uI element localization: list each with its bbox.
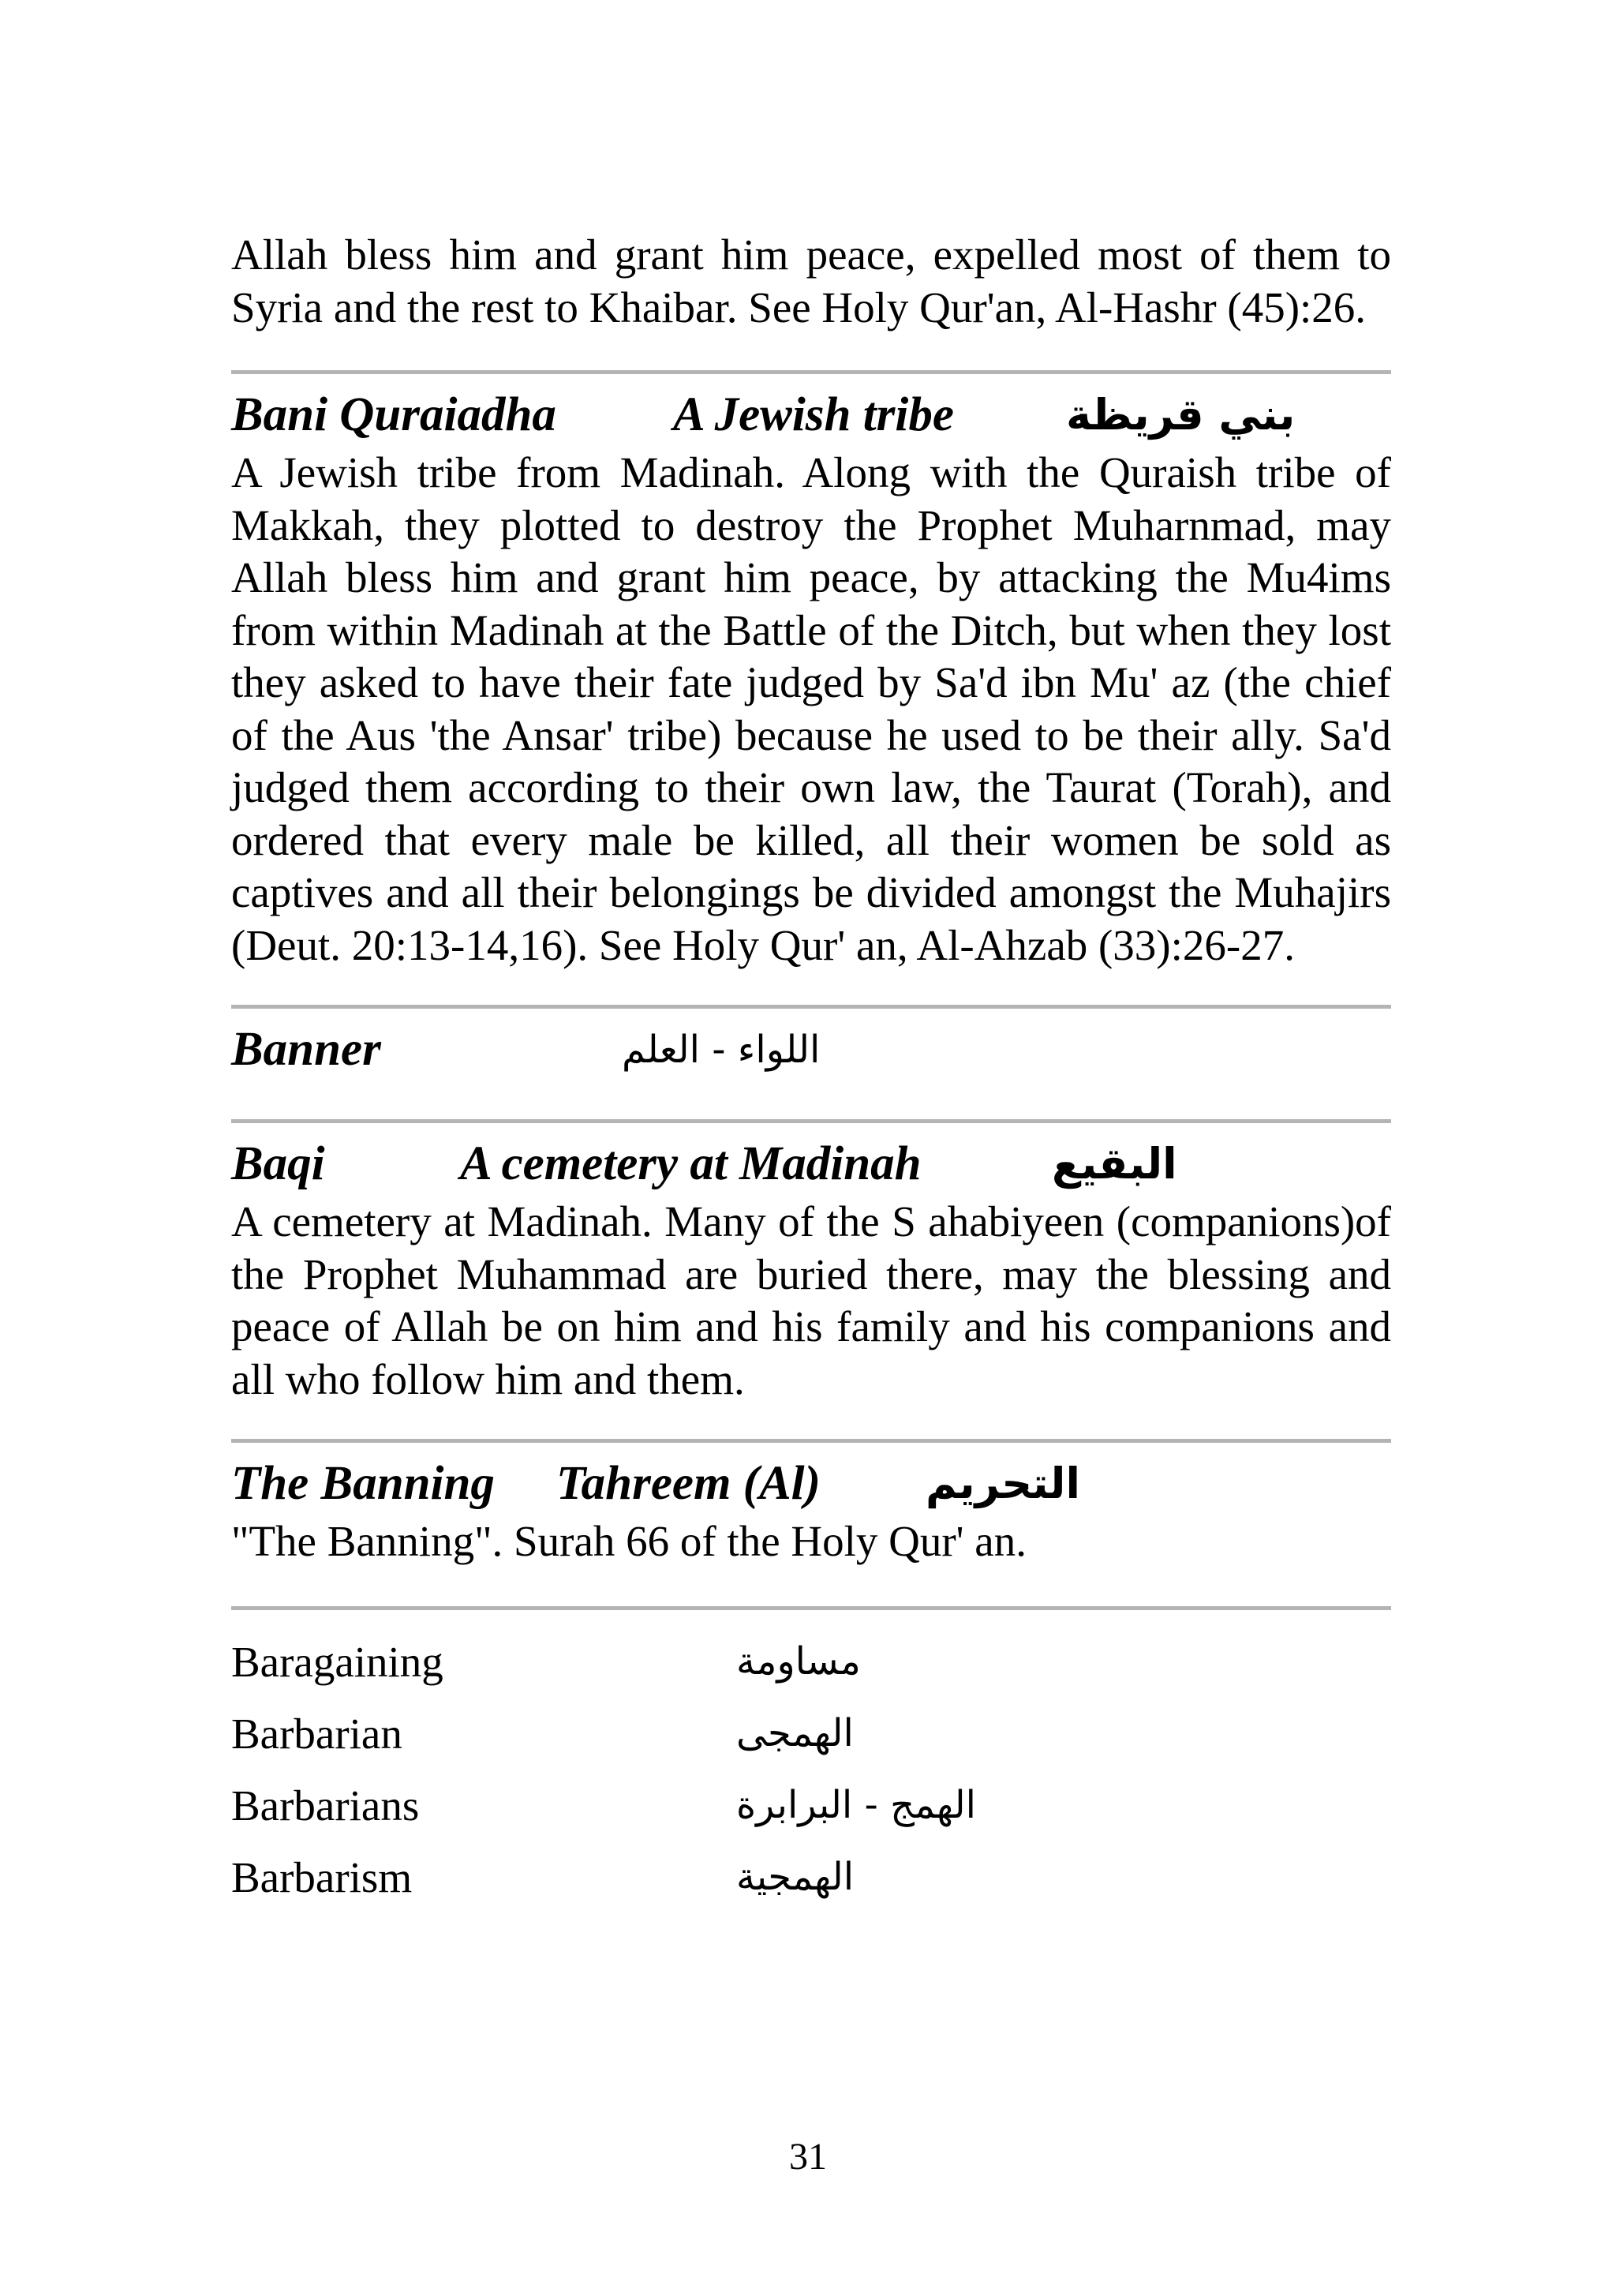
list-arabic: الهمج - البرابرة xyxy=(736,1782,976,1827)
entry-arabic: بني قريظة xyxy=(1066,390,1296,440)
divider xyxy=(231,1005,1391,1009)
list-item xyxy=(231,1841,1391,1913)
list-item xyxy=(231,1626,1391,1698)
entry-term: The Banning xyxy=(231,1457,495,1510)
entry-body: A cemetery at Madinah. Many of the S ahabiyeen (companions)of the Prophet Muhammad are buried there, may the blessing and peace of Allah be on him and his family and his companions and all who follow him and them. xyxy=(231,1197,1391,1403)
entry-arabic: اللواء - العلم xyxy=(622,1028,821,1072)
entry-the-banning xyxy=(231,1452,1391,1568)
entry-term: Baqi xyxy=(231,1137,325,1190)
list-arabic: الهمجية xyxy=(736,1854,855,1899)
entry-bani-quraiadha xyxy=(231,384,1391,972)
entry-heading xyxy=(231,384,1391,447)
entry-gloss: A Jewish tribe xyxy=(673,388,954,441)
list-arabic: مساومة xyxy=(736,1639,861,1684)
divider xyxy=(231,1606,1391,1610)
entry-term: Bani Quraiadha xyxy=(231,388,556,441)
entry-heading xyxy=(231,1452,1391,1515)
list-item xyxy=(231,1770,1391,1841)
entry-body: A Jewish tribe from Madinah. Along with the Quraish tribe of Makkah, they plotted to destroy the Prophet Muharnmad, may Allah bless him and grant him peace, by attacking the Mu4ims from within Madinah at the Battle of the Ditch, but when they lost they asked to have their fate judged by Sa'd ibn Mu' az (the chief of the Aus 'the Ansar' tribe) because he used to be their ally. Sa'd judged them according to their own law, the Taurat (Torah), and ordered that every male be killed, all their women be sold as captives and all their belongings be divided amongst the Muhajirs (Deut. 20:13-14,16). See Holy Qur' an, Al-Ahzab (33):26-27. xyxy=(231,448,1391,969)
entry-arabic: التحريم xyxy=(926,1459,1080,1508)
divider xyxy=(231,1439,1391,1443)
entry-baqi xyxy=(231,1133,1391,1406)
entry-heading xyxy=(231,1018,1391,1081)
list-english: Barbarism xyxy=(231,1852,413,1901)
page-number: 31 xyxy=(789,2136,827,2178)
list-english: Barbarians xyxy=(231,1781,420,1830)
entry-gloss: A cemetery at Madinah xyxy=(460,1137,922,1190)
word-list xyxy=(231,1626,1391,1913)
glossary-page xyxy=(231,229,1391,1913)
list-english: Baragaining xyxy=(231,1637,443,1686)
divider xyxy=(231,1119,1391,1123)
list-english: Barbarian xyxy=(231,1709,402,1758)
entry-heading xyxy=(231,1133,1391,1196)
entry-gloss: Tahreem (Al) xyxy=(556,1457,821,1510)
list-item xyxy=(231,1698,1391,1770)
intro-paragraph: Allah bless him and grant him peace, expelled most of them to Syria and the rest to Khaibar. See Holy Qur'an, Al-Hashr (45):26. xyxy=(231,230,1391,331)
entry-body: "The Banning". Surah 66 of the Holy Qur' an. xyxy=(231,1517,1027,1565)
entry-term: Banner xyxy=(231,1023,381,1076)
entry-arabic: البقيع xyxy=(1052,1139,1177,1189)
divider xyxy=(231,370,1391,374)
entry-banner xyxy=(231,1018,1391,1081)
list-arabic: الهمجى xyxy=(736,1710,854,1755)
